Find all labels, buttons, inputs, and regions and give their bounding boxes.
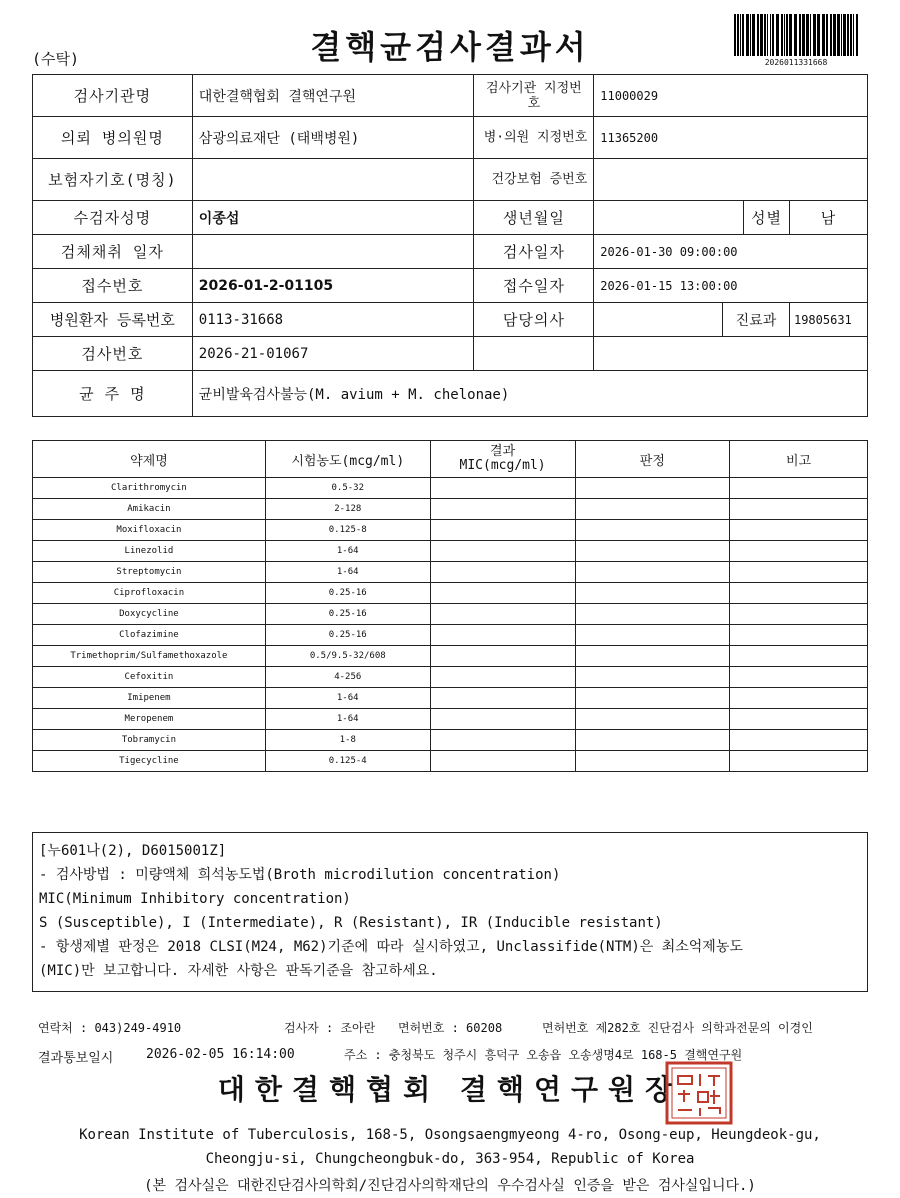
drug-range: 0.125-4 — [265, 751, 430, 772]
drug-judgement — [575, 646, 730, 667]
barcode-bar — [806, 14, 809, 56]
drug-range: 2-128 — [265, 499, 430, 520]
tester: 검사자 : 조아란 — [284, 1021, 376, 1035]
barcode-bar — [822, 14, 825, 56]
drug-mic — [430, 751, 575, 772]
collect-date-label: 검체채취 일자 — [33, 235, 193, 269]
drug-name: Imipenem — [33, 688, 266, 709]
barcode-bar — [784, 14, 785, 56]
drug-mic — [430, 688, 575, 709]
drug-range: 1-64 — [265, 562, 430, 583]
drug-judgement — [575, 688, 730, 709]
drug-remarks — [730, 751, 868, 772]
barcode-bar — [794, 14, 797, 56]
drug-remarks — [730, 709, 868, 730]
drug-mic — [430, 604, 575, 625]
barcode-bar — [817, 14, 820, 56]
drug-header-remarks: 비고 — [730, 441, 868, 478]
drug-remarks — [730, 730, 868, 751]
drug-remarks — [730, 646, 868, 667]
barcode-bar — [757, 14, 759, 56]
drug-mic — [430, 562, 575, 583]
barcode-bar — [833, 14, 836, 56]
drug-judgement — [575, 667, 730, 688]
drug-judgement — [575, 751, 730, 772]
drug-name: Amikacin — [33, 499, 266, 520]
drug-judgement — [575, 730, 730, 751]
inst-label: 검사기관명 — [33, 75, 193, 117]
drug-range: 0.25-16 — [265, 583, 430, 604]
drug-judgement — [575, 541, 730, 562]
drug-mic — [430, 499, 575, 520]
receipt-no-label: 접수번호 — [33, 269, 193, 303]
drug-remarks — [730, 562, 868, 583]
receipt-date-label: 접수일자 — [474, 269, 594, 303]
barcode-bar — [742, 14, 744, 56]
address-kr: 주소 : 충청북도 청주시 흥덕구 오송읍 오송생명4로 168-5 결핵연구원 — [344, 1048, 743, 1062]
barcode-bar — [847, 14, 849, 56]
barcode-bar — [830, 14, 832, 56]
drug-row — [33, 478, 868, 499]
patient-value: 이종섭 — [192, 201, 474, 235]
insurer-label: 보험자기호(명칭) — [33, 159, 193, 201]
drug-judgement — [575, 583, 730, 604]
drug-row — [33, 646, 868, 667]
drug-row — [33, 751, 868, 772]
drug-name: Meropenem — [33, 709, 266, 730]
drug-remarks — [730, 583, 868, 604]
test-no-label: 검사번호 — [33, 337, 193, 371]
drug-range: 0.5-32 — [265, 478, 430, 499]
drug-range: 0.125-8 — [265, 520, 430, 541]
dob-value — [594, 201, 744, 235]
drug-remarks — [730, 541, 868, 562]
barcode-bar — [752, 14, 755, 56]
referral-value: 삼광의료재단 (태백병원) — [192, 117, 474, 159]
barcode-bar — [740, 14, 741, 56]
official-seal — [664, 1060, 734, 1126]
drug-mic — [430, 583, 575, 604]
drug-header-result-label: 결과 — [490, 444, 516, 459]
drug-header-name: 약제명 — [33, 441, 266, 478]
barcode-bar — [781, 14, 783, 56]
drug-judgement — [575, 562, 730, 583]
referral-label: 의뢰 병의원명 — [33, 117, 193, 159]
drug-header-mic-label: MIC(mcg/ml) — [459, 458, 546, 473]
address-en-line1: Korean Institute of Tuberculosis, 168-5, Osongsaengmyeong 4-ro, Osong-eup, Heungdeok-gu, — [79, 1127, 821, 1143]
tester-license: 면허번호 : 60208 — [398, 1021, 503, 1035]
barcode-bar — [810, 14, 811, 56]
receipt-date-value: 2026-01-15 13:00:00 — [594, 269, 868, 303]
doctor-cell — [594, 303, 790, 337]
note-line: - 항생제별 판정은 2018 CLSI(M24, M62)기준에 따라 실시하였고, Unclassifide(NTM)은 최소억제농도 — [39, 939, 743, 955]
receipt-no-value: 2026-01-2-01105 — [192, 269, 474, 303]
drug-row — [33, 541, 868, 562]
specialist: 면허번호 제282호 진단검사 의학과전문의 이경인 — [542, 1021, 813, 1035]
drug-header-range: 시험농도(mcg/ml) — [265, 441, 430, 478]
drug-name: Cefoxitin — [33, 667, 266, 688]
document-title: 결핵균검사결과서 — [310, 28, 590, 66]
notify-value: 2026-02-05 16:14:00 — [146, 1047, 295, 1062]
drug-row — [33, 562, 868, 583]
inst-code-label: 검사기관 지정번호 — [474, 75, 594, 117]
test-date-label: 검사일자 — [474, 235, 594, 269]
barcode-bar — [813, 14, 816, 56]
address-en-line2: Cheongju-si, Chungcheongbuk-do, 363-954, Republic of Korea — [205, 1151, 695, 1167]
drug-row — [33, 730, 868, 751]
drug-judgement — [575, 499, 730, 520]
document-subtype: (수탁) — [32, 50, 80, 68]
dept-label: 진료과 — [722, 302, 789, 337]
barcode-bar — [764, 14, 766, 56]
health-no-label: 건강보험 증번호 — [474, 159, 594, 201]
test-no-value: 2026-21-01067 — [192, 337, 474, 371]
drug-header-judgement: 판정 — [575, 441, 730, 478]
note-line: (MIC)만 보고합니다. 자세한 사항은 판독기준을 참고하세요. — [39, 963, 438, 979]
test-date-value: 2026-01-30 09:00:00 — [594, 235, 868, 269]
barcode-bar — [750, 14, 751, 56]
barcode-bar — [799, 14, 801, 56]
drug-remarks — [730, 499, 868, 520]
barcode — [732, 14, 860, 60]
barcode-bar — [770, 14, 771, 56]
drug-mic — [430, 541, 575, 562]
barcode-bar — [789, 14, 792, 56]
note-line: S (Susceptible), I (Intermediate), R (Resistant), IR (Inducible resistant) — [39, 915, 663, 931]
drug-header-result — [430, 441, 575, 478]
drug-mic — [430, 478, 575, 499]
health-no-value — [594, 159, 868, 201]
inst-code-value: 11000029 — [594, 75, 868, 117]
drug-name: Clofazimine — [33, 625, 266, 646]
sex-value: 남 — [789, 201, 867, 235]
barcode-number: 2026011331668 — [764, 58, 828, 67]
barcode-bar — [802, 14, 805, 56]
hosp-code-value: 11365200 — [594, 117, 868, 159]
drug-row — [33, 520, 868, 541]
contact: 연락처 : 043)249-4910 — [38, 1021, 182, 1035]
drug-mic — [430, 730, 575, 751]
barcode-bar — [737, 14, 739, 56]
barcode-bar — [734, 14, 736, 56]
note-line: - 검사방법 : 미량액체 희석농도법(Broth microdilution concentration) — [39, 867, 561, 883]
patient-label: 수검자성명 — [33, 201, 193, 235]
barcode-bar — [746, 14, 749, 56]
strain-value: 균비발육검사불능(M. avium + M. chelonae) — [192, 371, 867, 417]
drug-remarks — [730, 520, 868, 541]
note-line: MIC(Minimum Inhibitory concentration) — [39, 891, 351, 907]
sex-label: 성별 — [744, 201, 790, 235]
strain-label: 균 주 명 — [33, 371, 193, 417]
barcode-bar — [841, 14, 842, 56]
drug-range: 0.5/9.5-32/608 — [265, 646, 430, 667]
drug-name: Clarithromycin — [33, 478, 266, 499]
info-table — [32, 74, 868, 417]
drug-name: Moxifloxacin — [33, 520, 266, 541]
drug-name: Tigecycline — [33, 751, 266, 772]
barcode-bar — [850, 14, 852, 56]
dept-value: 19805631 — [789, 303, 867, 337]
collect-date-value — [192, 235, 474, 269]
certification: (본 검사실은 대한진단검사의학회/진단검사의학재단의 우수검사실 인증을 받은 검사실입니다.) — [144, 1178, 756, 1194]
drug-mic — [430, 625, 575, 646]
drug-judgement — [575, 478, 730, 499]
drug-judgement — [575, 520, 730, 541]
drug-range: 1-64 — [265, 541, 430, 562]
drug-range: 0.25-16 — [265, 604, 430, 625]
drug-row — [33, 625, 868, 646]
dob-label: 생년월일 — [474, 201, 594, 235]
drug-name: Streptomycin — [33, 562, 266, 583]
reg-no-label: 병원환자 등록번호 — [33, 303, 193, 337]
inst-value: 대한결핵협회 결핵연구원 — [192, 75, 474, 117]
barcode-bar — [786, 14, 788, 56]
drug-range: 0.25-16 — [265, 625, 430, 646]
drug-range: 1-8 — [265, 730, 430, 751]
notify-label: 결과통보일시 — [38, 1051, 114, 1066]
drug-name: Trimethoprim/Sulfamethoxazole — [33, 646, 266, 667]
drug-name: Linezolid — [33, 541, 266, 562]
drug-row — [33, 583, 868, 604]
drug-judgement — [575, 625, 730, 646]
barcode-bar — [856, 14, 858, 56]
reg-no-value: 0113-31668 — [192, 303, 474, 337]
drug-name: Ciprofloxacin — [33, 583, 266, 604]
institute-name: 대한결핵협회 결핵연구원장 — [217, 1073, 683, 1106]
doctor-label: 담당의사 — [474, 303, 594, 337]
barcode-bar — [853, 14, 854, 56]
note-line: [누601나(2), D6015001Z] — [39, 843, 227, 859]
drug-name: Tobramycin — [33, 730, 266, 751]
drug-row — [33, 688, 868, 709]
drug-range: 1-64 — [265, 688, 430, 709]
drug-range: 4-256 — [265, 667, 430, 688]
notes-box — [32, 832, 868, 992]
drug-range: 1-64 — [265, 709, 430, 730]
barcode-bar — [760, 14, 763, 56]
drug-name: Doxycycline — [33, 604, 266, 625]
test-no-empty-1 — [474, 337, 594, 371]
drug-remarks — [730, 604, 868, 625]
drug-mic — [430, 667, 575, 688]
barcode-bar — [772, 14, 774, 56]
barcode-bar — [837, 14, 840, 56]
drug-remarks — [730, 667, 868, 688]
barcode-bar — [826, 14, 828, 56]
test-no-empty-2 — [594, 337, 868, 371]
drug-remarks — [730, 478, 868, 499]
drug-table-body — [33, 478, 868, 772]
barcode-bar — [843, 14, 846, 56]
drug-mic — [430, 520, 575, 541]
drug-row — [33, 604, 868, 625]
drug-row — [33, 709, 868, 730]
drug-row — [33, 499, 868, 520]
drug-row — [33, 667, 868, 688]
drug-remarks — [730, 625, 868, 646]
drug-judgement — [575, 709, 730, 730]
drug-mic — [430, 709, 575, 730]
hosp-code-label: 병·의원 지정번호 — [474, 117, 594, 159]
drug-mic — [430, 646, 575, 667]
barcode-bar — [776, 14, 779, 56]
insurer-value — [192, 159, 474, 201]
barcode-bar — [767, 14, 768, 56]
drug-remarks — [730, 688, 868, 709]
drug-table — [32, 440, 868, 772]
drug-judgement — [575, 604, 730, 625]
